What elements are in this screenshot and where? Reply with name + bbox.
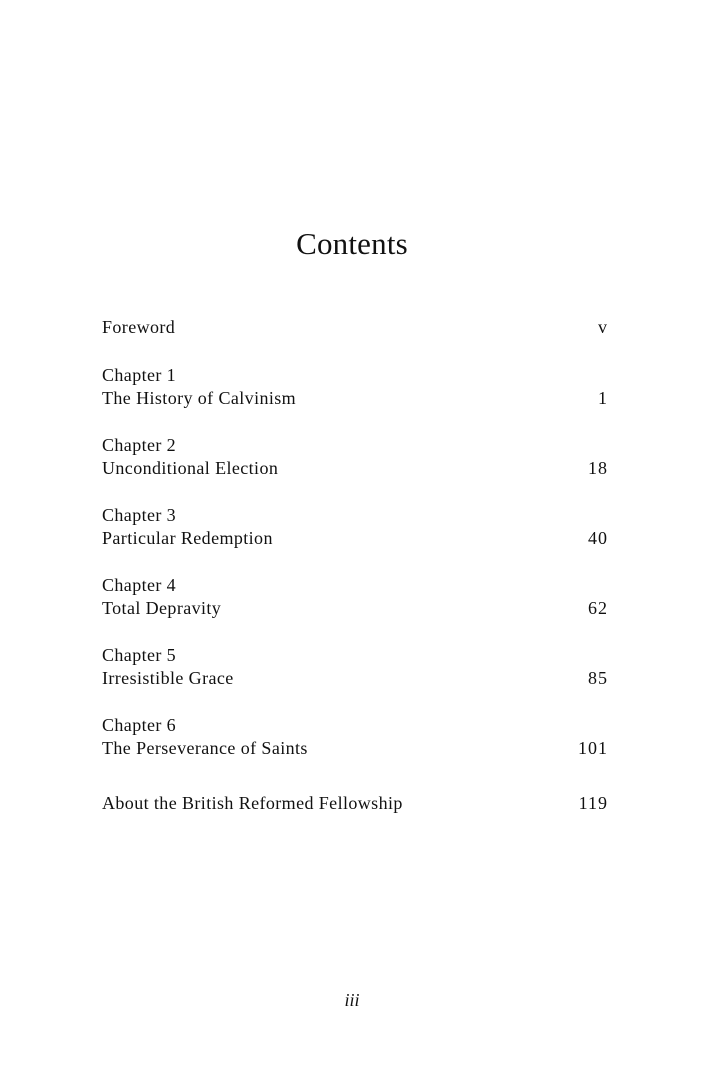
chapter-label: Chapter 5 — [102, 645, 177, 665]
chapter-title: Total Depravity — [102, 598, 222, 618]
toc-entry-page: 119 — [578, 793, 608, 813]
toc-entry-title: Foreword — [102, 317, 176, 337]
chapter-page: 40 — [588, 528, 608, 548]
page-number: iii — [344, 990, 360, 1010]
chapter-title: Irresistible Grace — [102, 668, 234, 688]
page-title: Contents — [296, 226, 408, 261]
chapter-page: 62 — [588, 598, 608, 618]
chapter-page: 18 — [588, 458, 608, 478]
chapter-title: Unconditional Election — [102, 458, 279, 478]
toc-entry-about — [102, 792, 608, 815]
chapter-label: Chapter 6 — [102, 715, 177, 735]
toc-entry-chapter-2 — [102, 434, 608, 504]
chapter-label: Chapter 3 — [102, 505, 177, 525]
toc-entry-chapter-3 — [102, 504, 608, 574]
toc-entry-page: v — [598, 317, 608, 337]
toc-entry-chapter-1 — [102, 364, 608, 434]
chapter-label: Chapter 2 — [102, 435, 177, 455]
toc-entry-chapter-4 — [102, 574, 608, 644]
table-of-contents — [102, 316, 608, 815]
toc-entry-title: About the British Reformed Fellowship — [102, 793, 403, 813]
chapter-label: Chapter 4 — [102, 575, 177, 595]
chapter-label: Chapter 1 — [102, 365, 177, 385]
chapter-page: 1 — [598, 388, 608, 408]
chapter-title: The History of Calvinism — [102, 388, 297, 408]
toc-entry-foreword — [102, 316, 608, 364]
chapter-page: 101 — [578, 738, 608, 758]
toc-entry-chapter-6 — [102, 714, 608, 784]
chapter-title: Particular Redemption — [102, 528, 273, 548]
toc-entry-chapter-5 — [102, 644, 608, 714]
chapter-title: The Perseverance of Saints — [102, 738, 308, 758]
chapter-page: 85 — [588, 668, 608, 688]
